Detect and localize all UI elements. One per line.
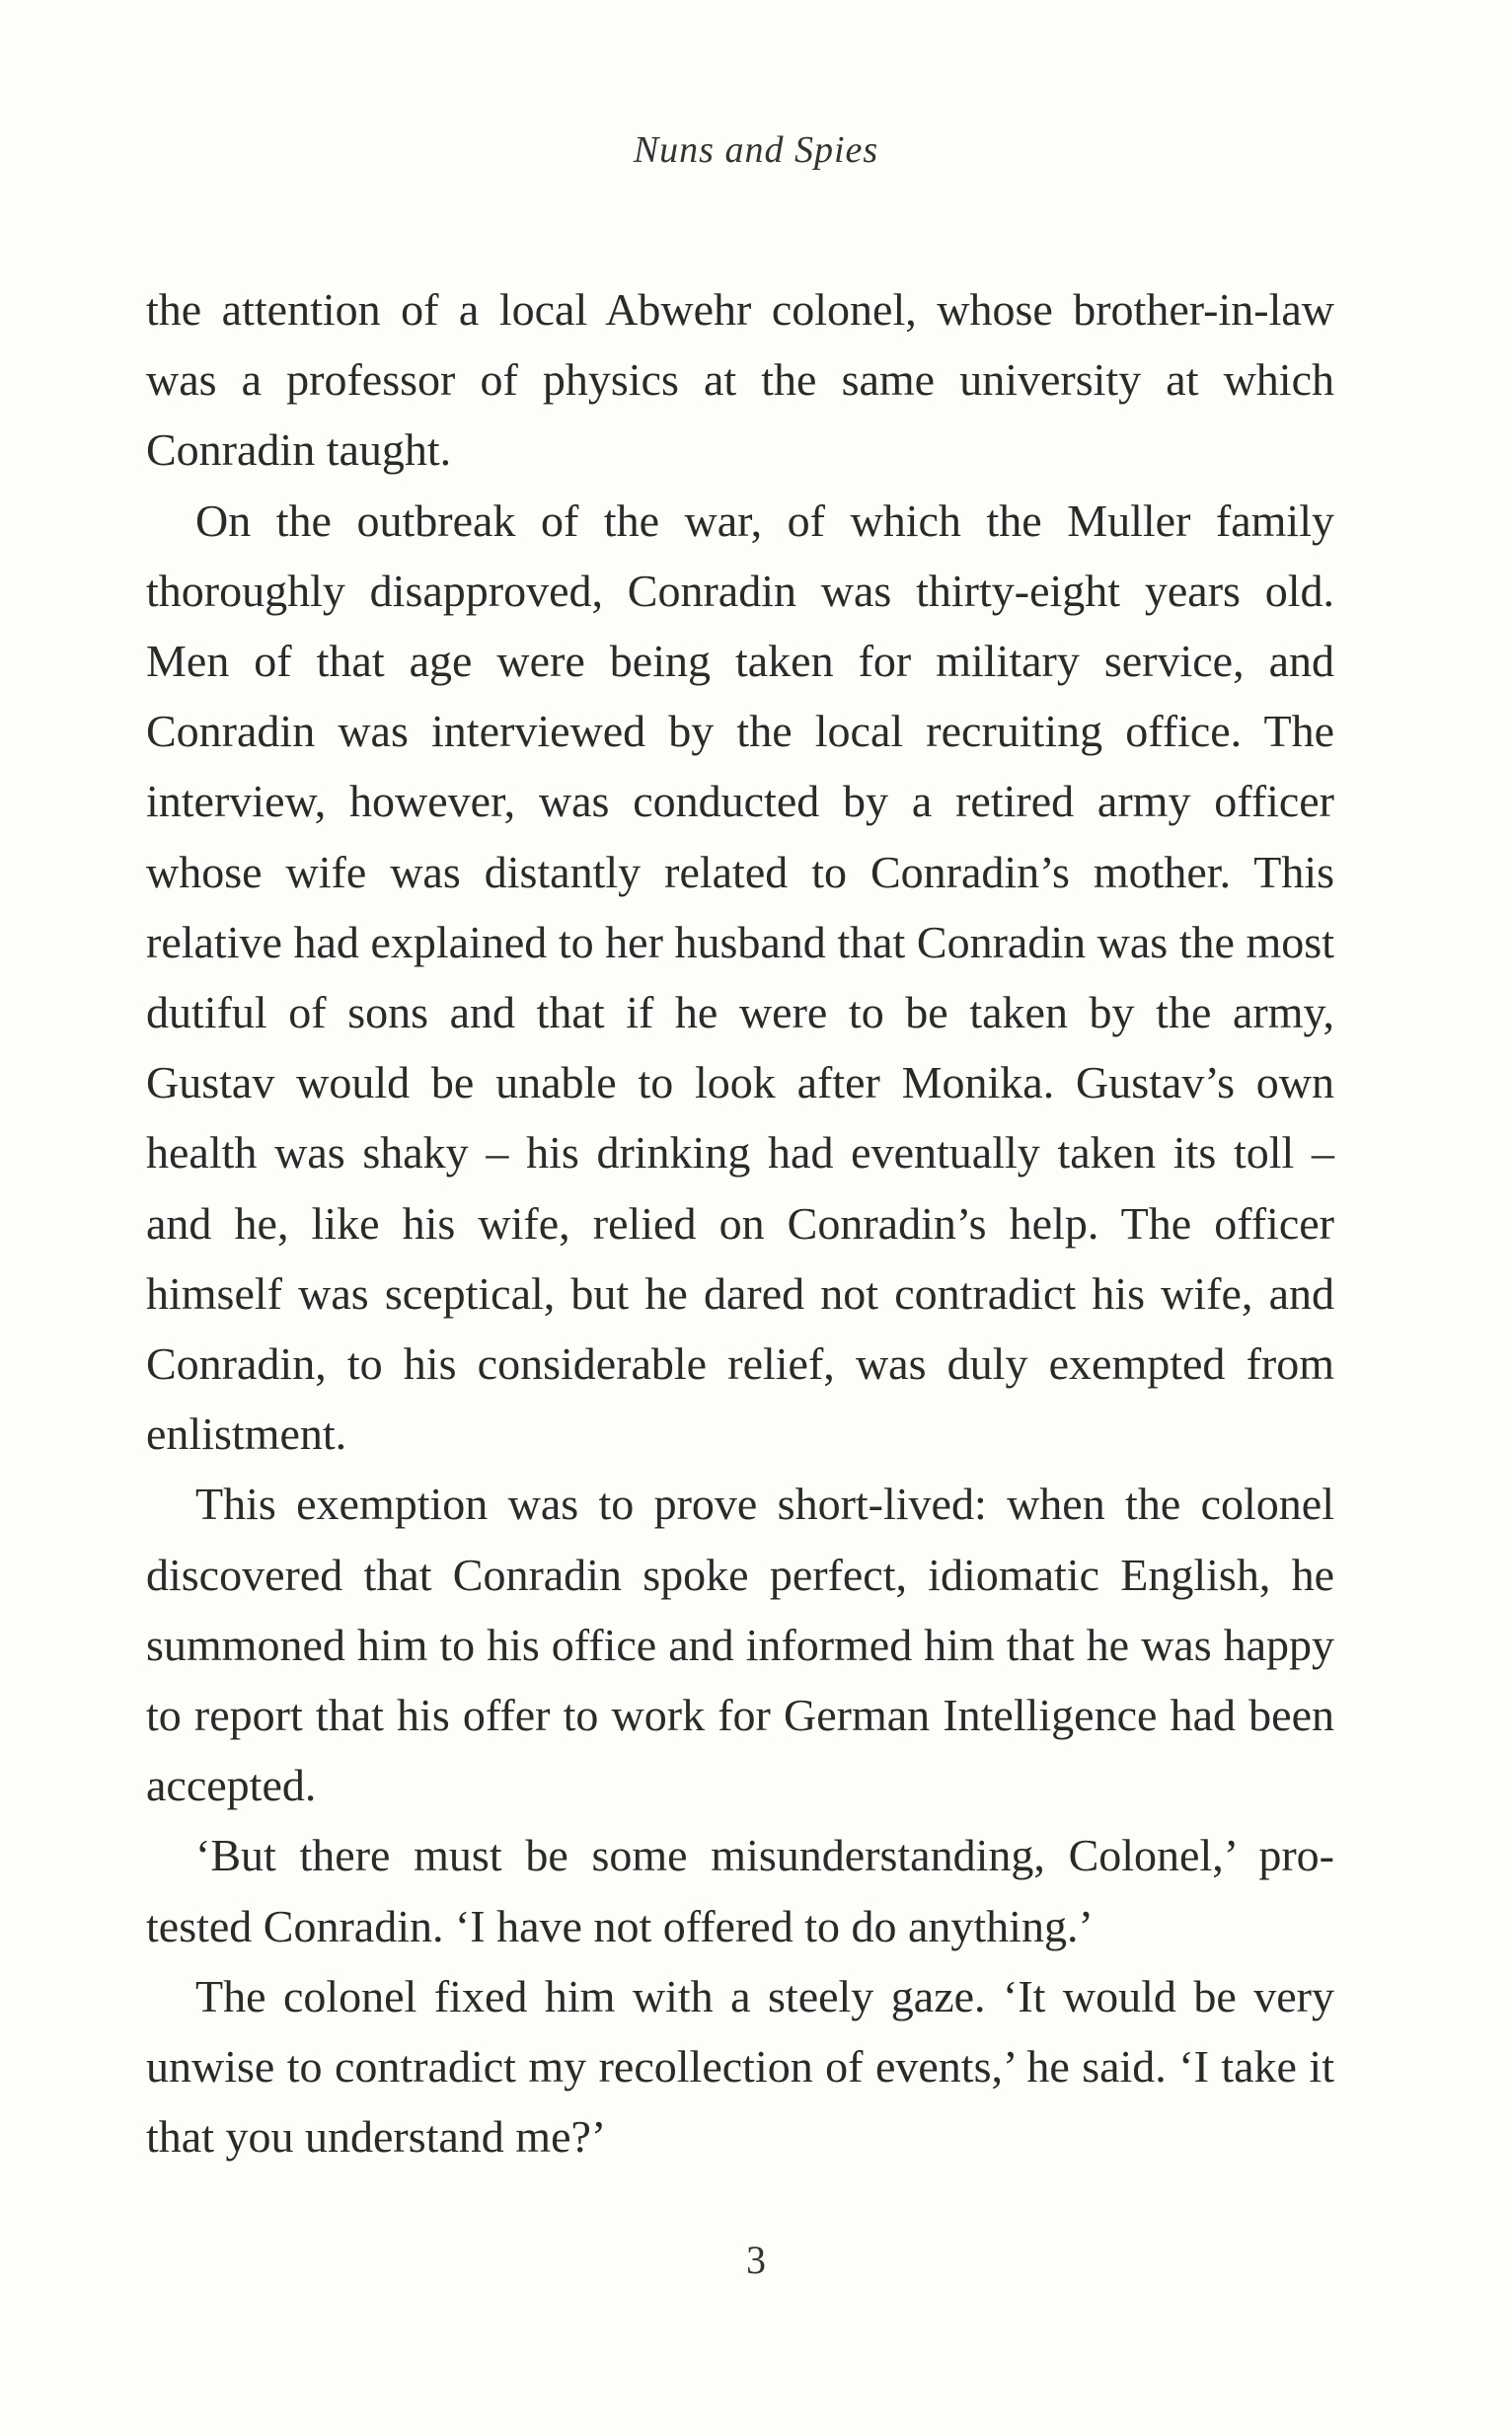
paragraph: ‘But there must be some misunderstanding, Colonel,’ pro-tested Conradin. ‘I have not offered to do anything.’ bbox=[146, 1830, 1334, 1951]
page-number: 3 bbox=[746, 2238, 766, 2282]
paragraph: On the outbreak of the war, of which the Muller family thoroughly disapproved, Conradin was thirty-eight years old. Men of that age were being taken for military service, and Conradin was interviewed by the local recruiting office. The interview, however, was conducted by a retired army officer whose wife was distantly related to Conradin’s mother. This relative had explained to her husband that Conradin was the most dutiful of sons and that if he were to be taken by the army, Gustav would be unable to look after Monika. Gustav’s own health was shaky – his drinking had eventually taken its toll – and he, like his wife, relied on Conradin’s help. The officer himself was sceptical, but he dared not contradict his wife, and Conradin, to his considerable relief, was duly exempted from enlistment. bbox=[146, 495, 1334, 1460]
body-text bbox=[146, 274, 1334, 2171]
paragraph: This exemption was to prove short-lived: when the colonel discovered that Conradin spoke perfect, idiomatic English, he summoned him to his office and informed him that he was happy to report that his offer to work for German Intelligence had been accepted. bbox=[146, 1479, 1334, 1811]
running-head: Nuns and Spies bbox=[633, 129, 879, 171]
paragraph: The colonel fixed him with a steely gaze. ‘It would be very unwise to contradict my recollection of events,’ he said. ‘I take it that you understand me?’ bbox=[146, 1970, 1334, 2163]
paragraph: the attention of a local Abwehr colonel, whose brother-in-law was a professor of physics at the same university at which Conradin taught. bbox=[146, 284, 1334, 476]
